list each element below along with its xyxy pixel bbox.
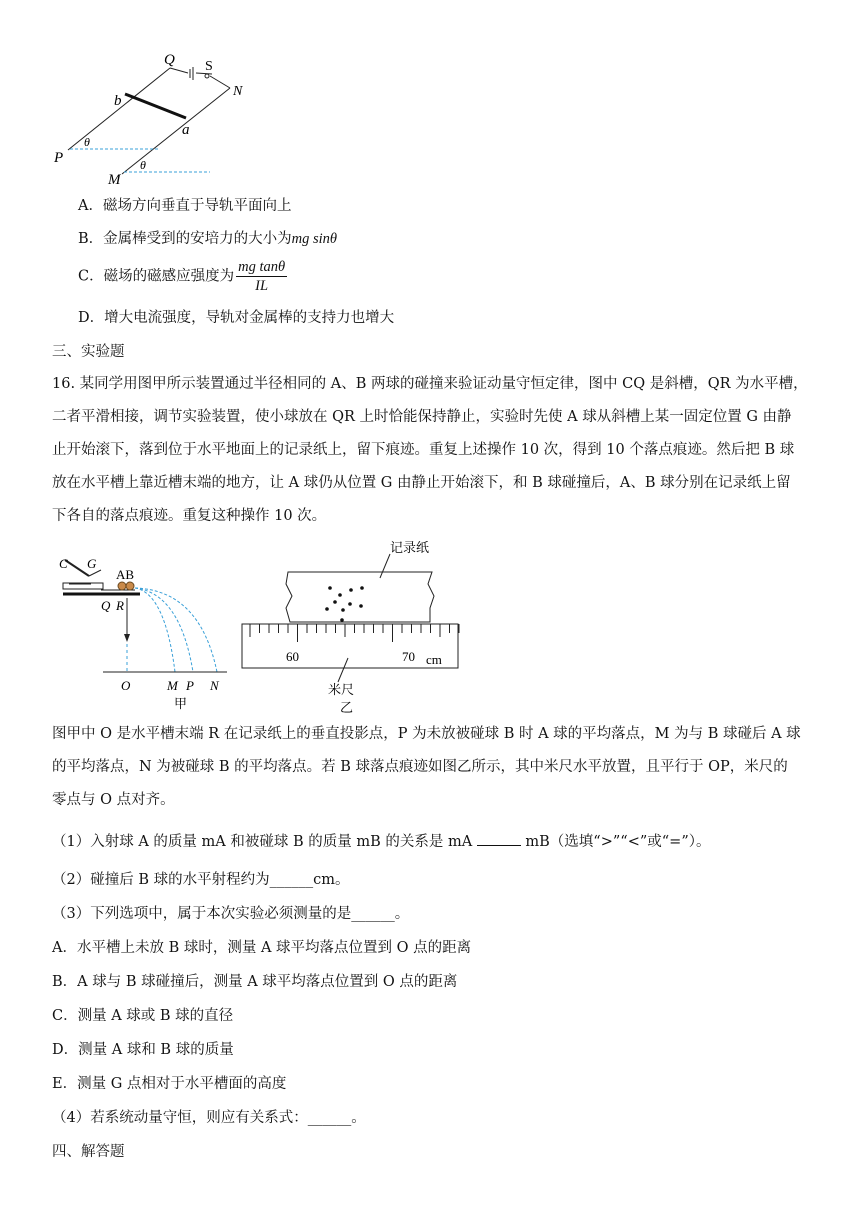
choice-a: A．水平槽上未放 B 球时，测量 A 球平均落点位置到 O 点的距离 — [52, 940, 472, 956]
choice-e: E．测量 G 点相对于水平槽面的高度 — [52, 1076, 287, 1092]
sub-question-1 — [52, 831, 832, 852]
q15-option-c-text: C．磁场的磁感应强度为 — [78, 268, 235, 285]
label-s: S — [205, 59, 213, 74]
section-3-heading: 三、实验题 — [52, 344, 125, 360]
label-p: P — [54, 150, 64, 166]
desc-line-1: 图甲中 O 是水平槽末端 R 在记录纸上的垂直投影点，P 为未放被碰球 B 时 A 球的平均落点，M 为与 B 球碰后 A 球 — [52, 726, 801, 742]
q15-option-c — [78, 258, 858, 295]
q15-option-b-expr: mg sinθ — [291, 231, 338, 247]
fraction — [236, 258, 287, 295]
label-n: N — [233, 84, 243, 99]
label-theta-2: θ — [140, 158, 146, 172]
section-4-heading: 四、解答题 — [52, 1144, 125, 1160]
label-theta-1: θ — [84, 135, 90, 149]
sub1-text-b: mB（选填“>”“<”或“=”）。 — [525, 834, 711, 850]
fraction-den: IL — [255, 278, 269, 294]
q15-option-d: D．增大电流强度，导轨对金属棒的支持力也增大 — [78, 310, 395, 326]
figure-yi — [240, 538, 465, 718]
jia-label-g: G — [87, 556, 97, 571]
fraction-num: mg tanθ — [238, 259, 286, 275]
jia-caption: 甲 — [174, 696, 188, 711]
sub1-text-a: （1）入射球 A 的质量 mA 和被碰球 B 的质量 mB 的关系是 mA — [52, 834, 473, 850]
yi-tick-70: 70 — [402, 649, 415, 664]
jia-label-r: R — [116, 598, 124, 613]
choice-b: B．A 球与 B 球碰撞后，测量 A 球平均落点位置到 O 点的距离 — [52, 974, 458, 990]
label-m: M — [108, 172, 121, 188]
q15-option-b — [78, 229, 858, 249]
choice-d: D．测量 A 球和 B 球的质量 — [52, 1042, 234, 1058]
yi-tick-60: 60 — [286, 649, 299, 664]
desc-line-2: 的平均落点，N 为被碰球 B 的平均落点。若 B 球落点痕迹如图乙所示，其中米尺水平放置，且平行于 OP，米尺的 — [52, 759, 788, 775]
q16-line-5: 下各自的落点痕迹。重复这种操作 10 次。 — [52, 508, 327, 524]
jia-label-ab: AB — [116, 567, 135, 582]
q16-line-2: 二者平滑相接，调节实验装置，使小球放在 QR 上时恰能保持静止，实验时先使 A 球从斜槽上某一固定位置 G 由静 — [52, 409, 792, 425]
jia-label-p: P — [186, 678, 194, 693]
yi-ruler-label: 米尺 — [328, 682, 355, 697]
figure-jia — [55, 548, 235, 713]
choice-c: C．测量 A 球或 B 球的直径 — [52, 1008, 234, 1024]
sub-question-4: （4）若系统动量守恒，则应有关系式：______。 — [52, 1110, 366, 1126]
q15-option-a: A．磁场方向垂直于导轨平面向上 — [78, 198, 292, 214]
label-b: b — [114, 93, 122, 109]
jia-label-m: M — [167, 678, 178, 693]
jia-label-n: N — [210, 678, 219, 693]
q15-option-b-text: B．金属棒受到的安培力的大小为 — [78, 231, 292, 247]
label-a: a — [182, 122, 190, 138]
sub-question-2: （2）碰撞后 B 球的水平射程约为______cm。 — [52, 872, 350, 888]
yi-unit: cm — [426, 652, 442, 667]
rails-figure — [50, 48, 270, 188]
answer-blank[interactable] — [477, 831, 521, 846]
q16-line-4: 放在水平槽上靠近槽末端的地方，让 A 球仍从位置 G 由静止开始滚下，和 B 球碰撞后，A、B 球分别在记录纸上留 — [52, 475, 791, 491]
jia-label-q: Q — [101, 598, 111, 613]
label-q: Q — [164, 52, 175, 68]
yi-caption: 乙 — [340, 700, 354, 715]
q16-line-1: 16. 某同学用图甲所示装置通过半径相同的 A、B 两球的碰撞来验证动量守恒定律，图中 CQ 是斜槽，QR 为水平槽， — [52, 376, 808, 392]
jia-label-o: O — [121, 678, 131, 693]
desc-line-3: 零点与 O 点对齐。 — [52, 792, 175, 808]
yi-paper-label: 记录纸 — [390, 540, 430, 555]
q16-line-3: 止开始滚下，落到位于水平地面上的记录纸上，留下痕迹。重复上述操作 10 次，得到 10 个落点痕迹。然后把 B 球 — [52, 442, 795, 458]
sub-question-3: （3）下列选项中，属于本次实验必须测量的是______。 — [52, 906, 410, 922]
jia-label-c: C — [59, 556, 68, 571]
